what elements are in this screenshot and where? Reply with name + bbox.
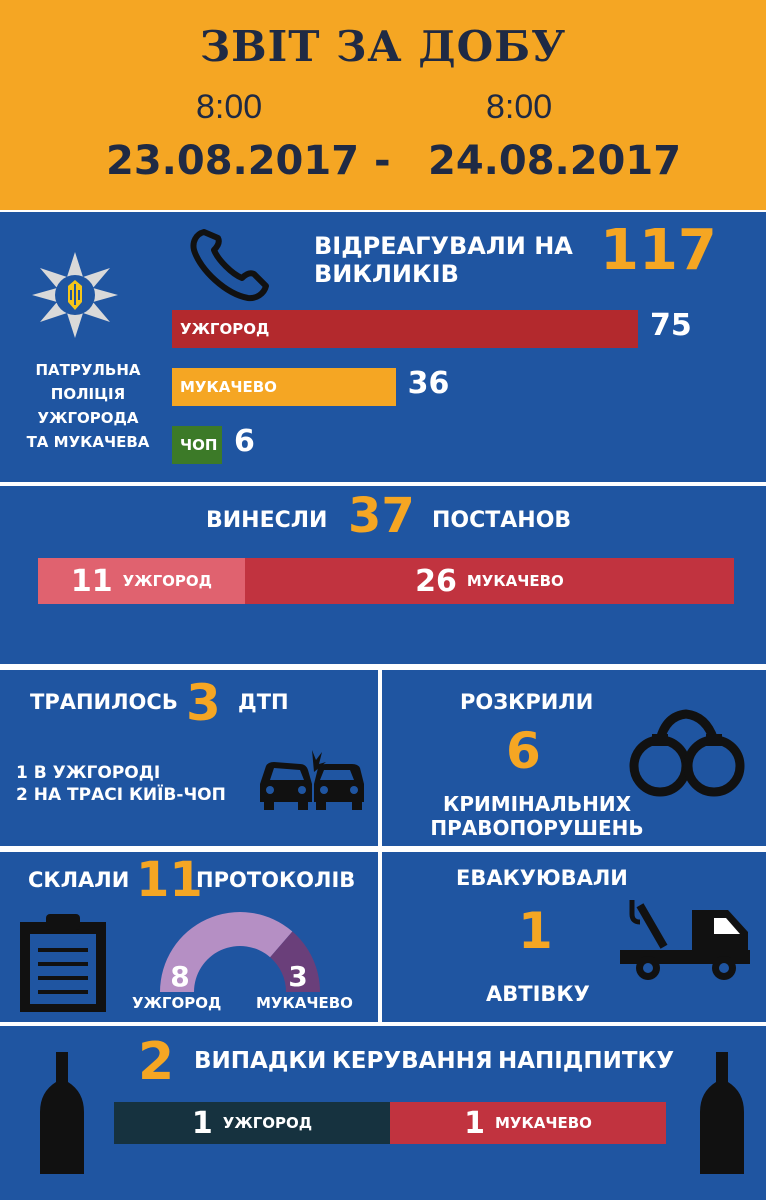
org-name-line: ТА МУКАЧЕВА [26, 433, 150, 451]
org-name-line: ПОЛІЦІЯ [50, 385, 126, 403]
gauge-label: МУКАЧЕВО [256, 994, 353, 1012]
drunk-bar-value: 1 [191, 1105, 213, 1141]
drunk-word2: КЕРУВАННЯ [332, 1048, 493, 1074]
drunk-bar-segment [114, 1102, 390, 1144]
bottle-icon [698, 1052, 746, 1174]
police-badge-icon [30, 250, 120, 340]
decisions-stacked-bar [38, 558, 734, 604]
accidents-prefix: ТРАПИЛОСЬ [30, 690, 178, 714]
bottle-icon [38, 1052, 86, 1174]
drunk-driving-panel [0, 1026, 766, 1200]
evacuations-total: 1 [518, 902, 553, 960]
decisions-total: 37 [348, 488, 415, 544]
accidents-suffix: ДТП [238, 690, 289, 714]
protocols-suffix: ПРОТОКОЛІВ [196, 868, 356, 892]
crimes-caption [422, 792, 652, 840]
start-time: 8:00 [196, 88, 263, 126]
drunk-bar-label: УЖГОРОД [222, 1114, 313, 1132]
evacuations-panel [382, 852, 766, 1022]
org-name-line: ПАТРУЛЬНА [35, 361, 141, 379]
decisions-bar-segment [38, 558, 245, 604]
handcuffs-icon [626, 706, 746, 802]
car-crash-icon [256, 746, 368, 818]
decisions-bar-value: 11 [70, 563, 113, 599]
protocols-total: 11 [136, 852, 203, 908]
start-date: 23.08.2017 [106, 138, 360, 184]
crimes-caption-line: ПРАВОПОРУШЕНЬ [430, 816, 644, 840]
drunk-total: 2 [138, 1032, 175, 1092]
org-name-line: УЖГОРОДА [37, 409, 139, 427]
gauge-value: 3 [288, 960, 308, 993]
decisions-suffix: ПОСТАНОВ [432, 508, 572, 533]
drunk-stacked-bar [114, 1102, 666, 1144]
calls-bar-label: УЖГОРОД [180, 320, 270, 338]
calls-bar-label: МУКАЧЕВО [180, 378, 277, 396]
crimes-heading: РОЗКРИЛИ [460, 690, 594, 714]
decisions-bar-label: МУКАЧЕВО [466, 572, 564, 590]
drunk-bar-label: МУКАЧЕВО [494, 1114, 592, 1132]
drunk-word1: ВИПАДКИ [194, 1048, 327, 1074]
calls-panel [0, 212, 766, 482]
phone-icon [186, 224, 276, 304]
accidents-panel [0, 670, 378, 846]
decisions-bar-segment [245, 558, 734, 604]
drunk-bar-segment [390, 1102, 666, 1144]
date-separator: - [374, 138, 391, 184]
org-name [18, 358, 158, 454]
end-time: 8:00 [486, 88, 553, 126]
calls-total: 117 [600, 218, 717, 283]
calls-bar-value: 36 [407, 366, 450, 401]
accidents-line: 2 НА ТРАСІ КИЇВ-ЧОП [16, 785, 226, 805]
drunk-word3: НАПІДПИТКУ [498, 1048, 675, 1074]
drunk-bar-value: 1 [464, 1105, 485, 1141]
decisions-bar-label: УЖГОРОД [122, 572, 212, 590]
crimes-total: 6 [506, 722, 541, 780]
calls-bar-value: 6 [234, 424, 255, 459]
evacuations-unit: АВТІВКУ [486, 982, 590, 1006]
report-title: ЗВІТ ЗА ДОБУ [199, 22, 567, 71]
gauge-value: 8 [170, 960, 190, 993]
decisions-panel [0, 486, 766, 664]
calls-bar-label: ЧОП [180, 436, 218, 454]
accidents-line: 1 В УЖГОРОДІ [16, 763, 161, 783]
accidents-details [16, 762, 226, 806]
end-date: 24.08.2017 [428, 138, 682, 184]
calls-heading-line2: ВИКЛИКІВ [314, 260, 459, 288]
accidents-total: 3 [186, 674, 221, 732]
header [0, 0, 766, 210]
protocols-gauge-chart [130, 906, 370, 1022]
crimes-caption-line: КРИМІНАЛЬНИХ [442, 792, 632, 816]
decisions-prefix: ВИНЕСЛИ [206, 508, 328, 533]
gauge-label: УЖГОРОД [132, 994, 222, 1012]
calls-bar [172, 368, 396, 406]
calls-bar-value: 75 [650, 308, 692, 343]
calls-heading-line1: ВІДРЕАГУВАЛИ НА [314, 232, 573, 260]
calls-bar [172, 426, 222, 464]
calls-bar [172, 310, 638, 348]
protocols-panel [0, 852, 378, 1022]
evacuations-heading: ЕВАКУЮВАЛИ [456, 866, 628, 890]
decisions-bar-value: 26 [415, 563, 457, 599]
tow-truck-icon [618, 892, 754, 982]
calls-heading [314, 232, 573, 288]
clipboard-icon [16, 912, 110, 1016]
protocols-prefix: СКЛАЛИ [28, 868, 130, 892]
crimes-panel [382, 670, 766, 846]
